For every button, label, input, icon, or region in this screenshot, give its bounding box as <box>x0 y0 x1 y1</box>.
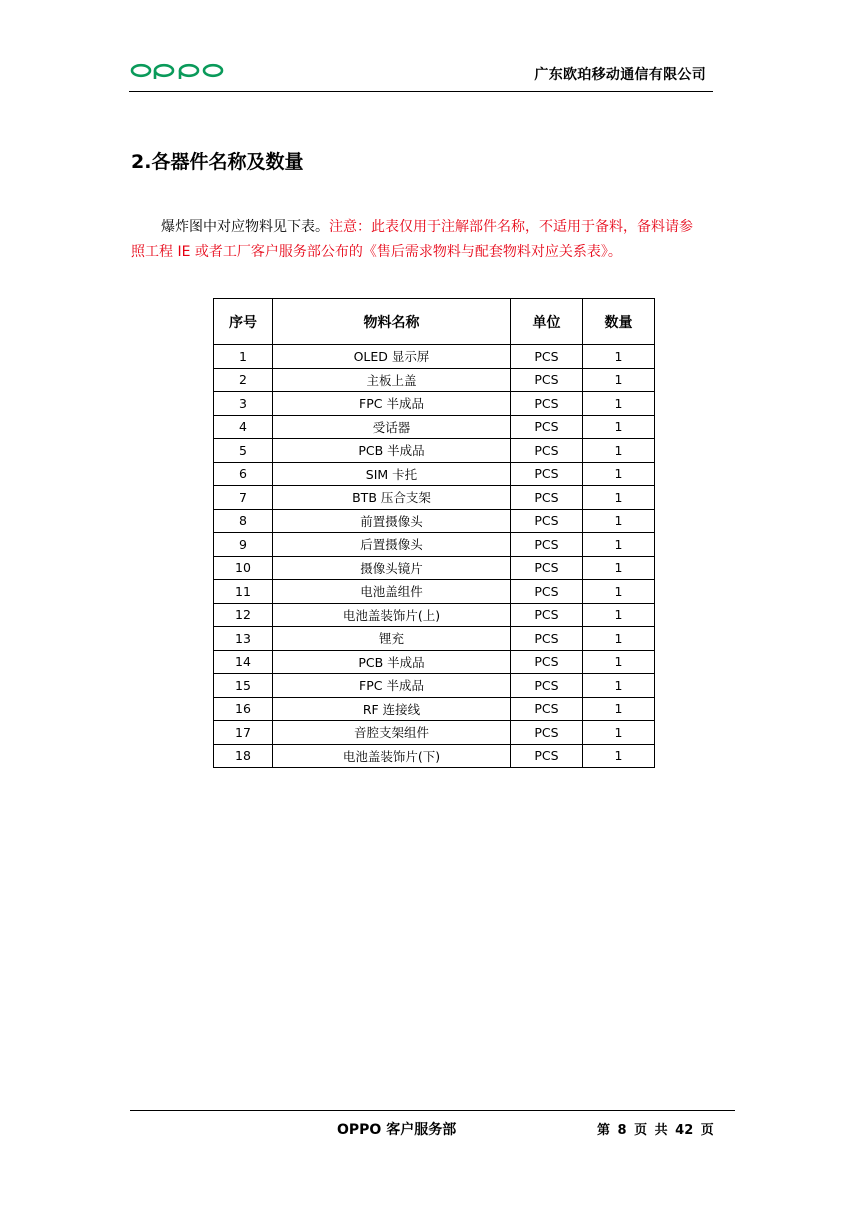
header-part-name: 物料名称 <box>273 299 511 345</box>
cell-unit: PCS <box>511 415 583 439</box>
cell-quantity: 1 <box>583 603 655 627</box>
cell-quantity: 1 <box>583 556 655 580</box>
intro-paragraph <box>131 215 741 265</box>
page-header <box>129 58 713 92</box>
cell-quantity: 1 <box>583 627 655 651</box>
intro-lead: 爆炸图中对应物料见下表。 <box>161 219 329 235</box>
cell-quantity: 1 <box>583 345 655 369</box>
cell-index: 8 <box>214 509 273 533</box>
page-footer <box>130 1110 735 1151</box>
table-row <box>214 509 655 533</box>
cell-part-name: SIM 卡托 <box>273 462 511 486</box>
cell-index: 13 <box>214 627 273 651</box>
cell-unit: PCS <box>511 627 583 651</box>
cell-part-name: BTB 压合支架 <box>273 486 511 510</box>
intro-note-1: 注意：此表仅用于注解部件名称，不适用于备料，备料请参 <box>329 219 693 235</box>
cell-unit: PCS <box>511 345 583 369</box>
table-row <box>214 486 655 510</box>
cell-unit: PCS <box>511 486 583 510</box>
cell-quantity: 1 <box>583 697 655 721</box>
cell-unit: PCS <box>511 509 583 533</box>
cell-unit: PCS <box>511 368 583 392</box>
table-row <box>214 556 655 580</box>
cell-index: 14 <box>214 650 273 674</box>
cell-index: 10 <box>214 556 273 580</box>
table-row <box>214 345 655 369</box>
intro-line-1 <box>131 215 741 240</box>
cell-quantity: 1 <box>583 650 655 674</box>
table-row <box>214 721 655 745</box>
cell-part-name: 前置摄像头 <box>273 509 511 533</box>
cell-index: 1 <box>214 345 273 369</box>
cell-part-name: PCB 半成品 <box>273 650 511 674</box>
cell-unit: PCS <box>511 580 583 604</box>
cell-unit: PCS <box>511 650 583 674</box>
table-row <box>214 744 655 768</box>
cell-part-name: 受话器 <box>273 415 511 439</box>
cell-index: 18 <box>214 744 273 768</box>
cell-part-name: FPC 半成品 <box>273 392 511 416</box>
header-unit: 单位 <box>511 299 583 345</box>
cell-unit: PCS <box>511 603 583 627</box>
cell-index: 7 <box>214 486 273 510</box>
cell-part-name: 锂充 <box>273 627 511 651</box>
parts-table <box>213 298 655 768</box>
table-header-row <box>214 299 655 345</box>
table-row <box>214 392 655 416</box>
table-row <box>214 650 655 674</box>
cell-index: 11 <box>214 580 273 604</box>
oppo-logo <box>130 62 224 80</box>
cell-index: 6 <box>214 462 273 486</box>
table-row <box>214 603 655 627</box>
table-row <box>214 439 655 463</box>
table-row <box>214 627 655 651</box>
table-row <box>214 533 655 557</box>
cell-quantity: 1 <box>583 415 655 439</box>
cell-index: 2 <box>214 368 273 392</box>
cell-index: 5 <box>214 439 273 463</box>
cell-part-name: 音腔支架组件 <box>273 721 511 745</box>
cell-quantity: 1 <box>583 509 655 533</box>
cell-index: 9 <box>214 533 273 557</box>
table-row <box>214 415 655 439</box>
table-body <box>214 345 655 768</box>
cell-index: 16 <box>214 697 273 721</box>
footer-department: OPPO 客户服务部 <box>337 1122 457 1138</box>
header-quantity: 数量 <box>583 299 655 345</box>
section-title: 2.各器件名称及数量 <box>131 151 304 173</box>
cell-quantity: 1 <box>583 721 655 745</box>
cell-quantity: 1 <box>583 674 655 698</box>
cell-unit: PCS <box>511 556 583 580</box>
table-row <box>214 674 655 698</box>
cell-part-name: 主板上盖 <box>273 368 511 392</box>
cell-quantity: 1 <box>583 368 655 392</box>
cell-quantity: 1 <box>583 462 655 486</box>
cell-part-name: OLED 显示屏 <box>273 345 511 369</box>
cell-part-name: RF 连接线 <box>273 697 511 721</box>
cell-quantity: 1 <box>583 744 655 768</box>
footer-page-number: 第 8 页 共 42 页 <box>597 1123 714 1138</box>
cell-part-name: 电池盖装饰片(下) <box>273 744 511 768</box>
cell-unit: PCS <box>511 674 583 698</box>
cell-quantity: 1 <box>583 392 655 416</box>
intro-note-2: 照工程 IE 或者工厂客户服务部公布的《售后需求物料与配套物料对应关系表》。 <box>131 244 622 260</box>
cell-quantity: 1 <box>583 439 655 463</box>
cell-quantity: 1 <box>583 533 655 557</box>
cell-part-name: FPC 半成品 <box>273 674 511 698</box>
cell-unit: PCS <box>511 721 583 745</box>
table-row <box>214 462 655 486</box>
cell-unit: PCS <box>511 392 583 416</box>
cell-part-name: PCB 半成品 <box>273 439 511 463</box>
cell-index: 17 <box>214 721 273 745</box>
cell-unit: PCS <box>511 697 583 721</box>
header-index: 序号 <box>214 299 273 345</box>
cell-unit: PCS <box>511 533 583 557</box>
cell-index: 12 <box>214 603 273 627</box>
cell-part-name: 摄像头镜片 <box>273 556 511 580</box>
cell-index: 15 <box>214 674 273 698</box>
cell-part-name: 电池盖装饰片(上) <box>273 603 511 627</box>
table-row <box>214 697 655 721</box>
cell-quantity: 1 <box>583 580 655 604</box>
table-row <box>214 580 655 604</box>
cell-quantity: 1 <box>583 486 655 510</box>
cell-index: 4 <box>214 415 273 439</box>
company-name: 广东欧珀移动通信有限公司 <box>534 67 706 83</box>
cell-unit: PCS <box>511 744 583 768</box>
table-row <box>214 368 655 392</box>
cell-unit: PCS <box>511 462 583 486</box>
cell-part-name: 后置摄像头 <box>273 533 511 557</box>
cell-unit: PCS <box>511 439 583 463</box>
cell-index: 3 <box>214 392 273 416</box>
cell-part-name: 电池盖组件 <box>273 580 511 604</box>
